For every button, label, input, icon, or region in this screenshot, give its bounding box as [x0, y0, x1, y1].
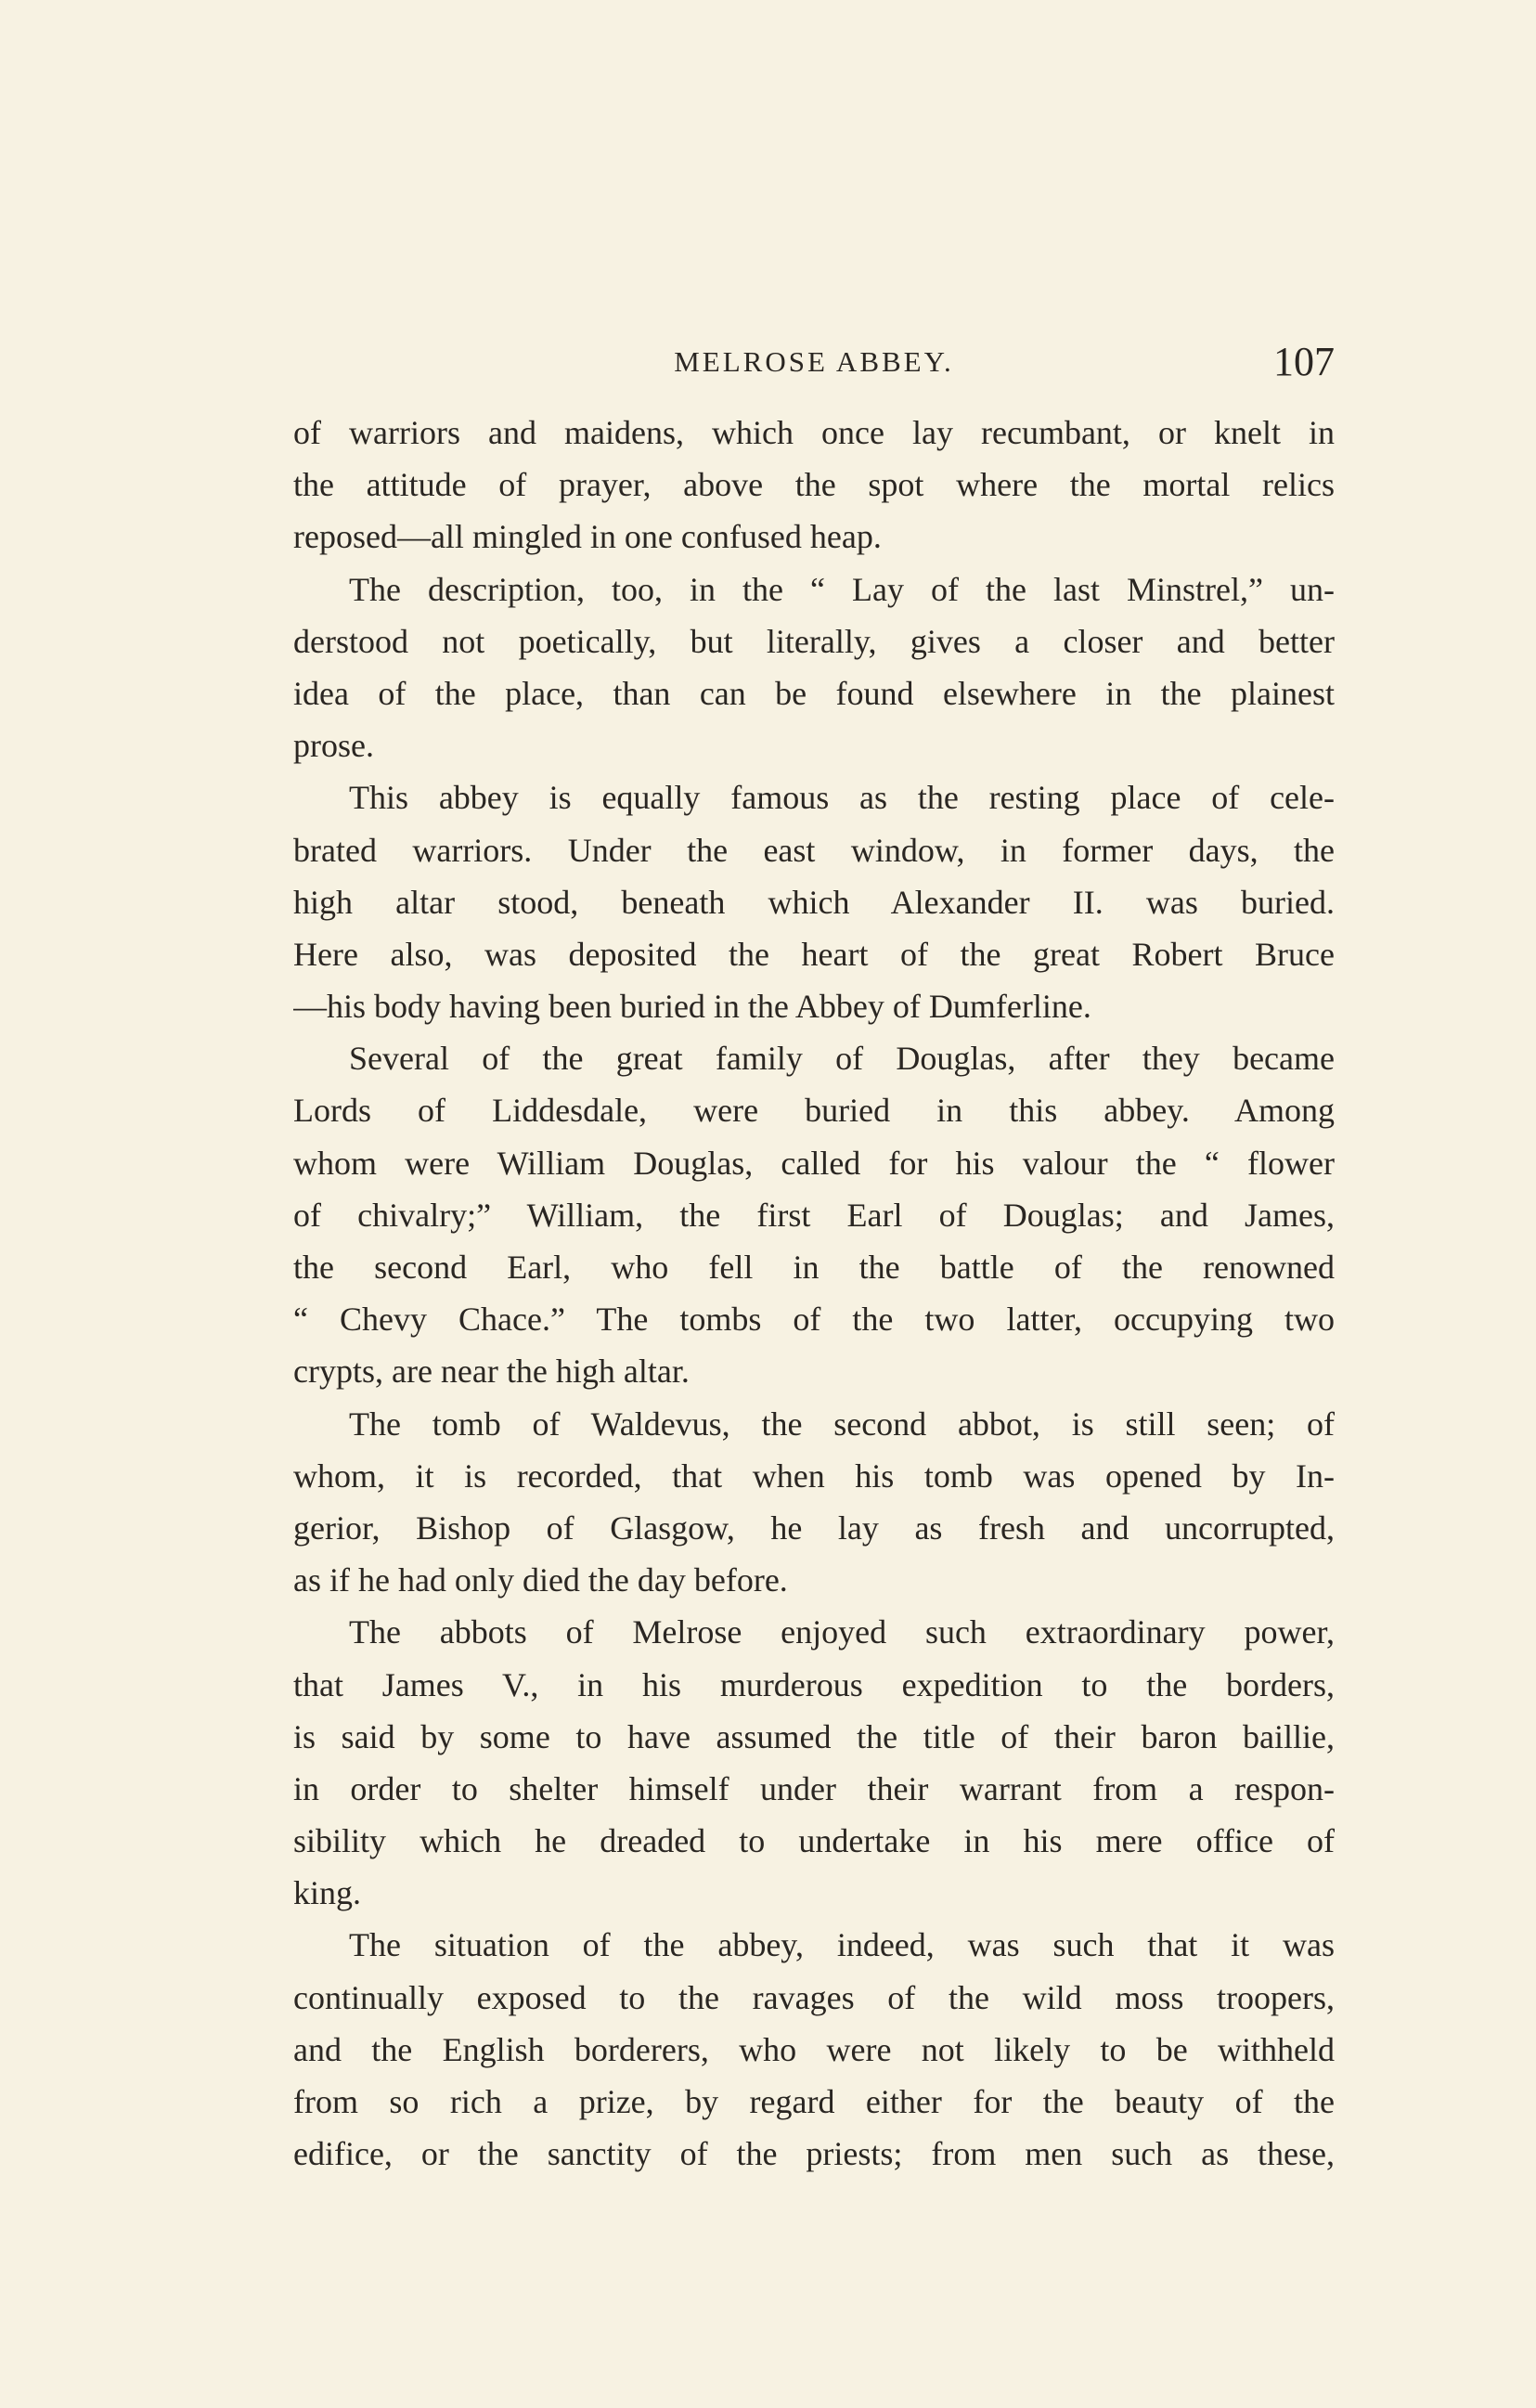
text-line: idea of the place, than can be found elsewhere in the plainest: [293, 674, 1335, 712]
text-line: from so rich a prize, by regard either for the beauty of the: [293, 2083, 1335, 2120]
text-line: brated warriors. Under the east window, in former days, the: [293, 831, 1335, 869]
text-line: Lords of Liddesdale, were buried in this abbey. Among: [293, 1092, 1335, 1130]
text-line: sibility which he dreaded to undertake in his mere office of: [293, 1822, 1335, 1860]
paragraph-first-line: Several of the great family of Douglas, after they became: [349, 1040, 1335, 1078]
paragraph-first-line: This abbey is equally famous as the resting place of cele-: [349, 779, 1335, 817]
text-line: high altar stood, beneath which Alexander II. was buried.: [293, 883, 1335, 921]
text-line: whom were William Douglas, called for his valour the “ flower: [293, 1144, 1335, 1182]
body-text: [293, 407, 1335, 2180]
text-line: continually exposed to the ravages of the wild moss troopers,: [293, 1978, 1335, 2016]
text-line: —his body having been buried in the Abbey of Dumferline.: [293, 988, 1091, 1026]
text-line: crypts, are near the high altar.: [293, 1353, 690, 1391]
text-line: the attitude of prayer, above the spot where the mortal relics: [293, 466, 1335, 504]
paragraph-first-line: The situation of the abbey, indeed, was such that it was: [349, 1926, 1335, 1964]
text-line: of warriors and maidens, which once lay recumbant, or knelt in: [293, 414, 1335, 451]
paragraph-first-line: The abbots of Melrose enjoyed such extraordinary power,: [349, 1613, 1335, 1651]
paragraph-first-line: The description, too, in the “ Lay of the last Minstrel,” un-: [349, 570, 1335, 608]
text-line: reposed—all mingled in one confused heap.: [293, 518, 882, 556]
text-line: prose.: [293, 727, 374, 765]
text-line: as if he had only died the day before.: [293, 1561, 788, 1599]
running-title: MELROSE ABBEY.: [674, 345, 954, 378]
text-line: and the English borderers, who were not likely to be withheld: [293, 2030, 1335, 2068]
page-number: 107: [1273, 339, 1335, 384]
paragraph-first-line: The tomb of Waldevus, the second abbot, is still seen; of: [349, 1405, 1335, 1443]
text-line: of chivalry;” William, the first Earl of Douglas; and James,: [293, 1196, 1335, 1234]
text-line: the second Earl, who fell in the battle of the renowned: [293, 1249, 1335, 1286]
text-line: gerior, Bishop of Glasgow, he lay as fresh and uncorrupted,: [293, 1508, 1335, 1547]
text-line: “ Chevy Chace.” The tombs of the two latter, occupying two: [293, 1301, 1335, 1339]
text-line: Here also, was deposited the heart of the great Robert Bruce: [293, 935, 1335, 973]
text-line: edifice, or the sanctity of the priests; from men such as these,: [293, 2135, 1335, 2173]
text-line: king.: [293, 1874, 362, 1912]
text-line: whom, it is recorded, that when his tomb was opened by In-: [293, 1456, 1335, 1495]
text-line: is said by some to have assumed the title of their baron baillie,: [293, 1717, 1335, 1755]
text-line: that James V., in his murderous expedition to the borders,: [293, 1665, 1335, 1703]
text-line: in order to shelter himself under their warrant from a respon-: [293, 1769, 1335, 1807]
text-line: derstood not poetically, but literally, gives a closer and better: [293, 622, 1335, 660]
page-header: [293, 334, 1335, 390]
